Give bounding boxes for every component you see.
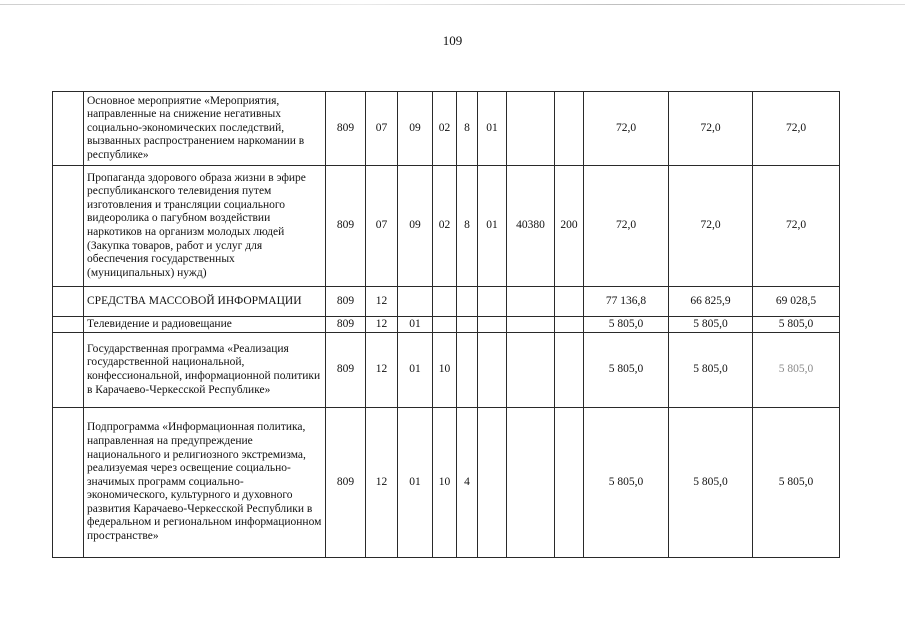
section-code: 12 xyxy=(366,333,398,408)
subsection-code: 01 xyxy=(398,317,433,333)
row-name: Телевидение и радиовещание xyxy=(84,317,326,333)
amount-year-2: 5 805,0 xyxy=(669,408,753,558)
table-row xyxy=(53,333,840,408)
blank-cell xyxy=(53,287,84,317)
subprogram-code: 4 xyxy=(457,408,478,558)
expense-type-code: 200 xyxy=(555,166,584,287)
section-code: 12 xyxy=(366,287,398,317)
amount-year-1: 5 805,0 xyxy=(584,333,669,408)
subprogram-code: 8 xyxy=(457,92,478,166)
budget-table xyxy=(52,91,840,558)
amount-year-3: 5 805,0 xyxy=(753,317,840,333)
section-code: 12 xyxy=(366,408,398,558)
direction-code xyxy=(507,317,555,333)
table-row xyxy=(53,166,840,287)
activity-code: 01 xyxy=(478,92,507,166)
expense-type-code xyxy=(555,333,584,408)
amount-year-2: 5 805,0 xyxy=(669,333,753,408)
ved-code: 809 xyxy=(326,166,366,287)
amount-year-2: 72,0 xyxy=(669,92,753,166)
activity-code xyxy=(478,317,507,333)
row-name: СРЕДСТВА МАССОВОЙ ИНФОРМАЦИИ xyxy=(84,287,326,317)
subsection-code: 01 xyxy=(398,333,433,408)
subprogram-code: 8 xyxy=(457,166,478,287)
subprogram-code xyxy=(457,333,478,408)
subsection-code: 01 xyxy=(398,408,433,558)
amount-year-1: 72,0 xyxy=(584,92,669,166)
section-code: 12 xyxy=(366,317,398,333)
program-code: 02 xyxy=(433,166,457,287)
direction-code xyxy=(507,333,555,408)
amount-year-2: 72,0 xyxy=(669,166,753,287)
table-row xyxy=(53,287,840,317)
blank-cell xyxy=(53,333,84,408)
direction-code: 40380 xyxy=(507,166,555,287)
amount-year-2: 5 805,0 xyxy=(669,317,753,333)
subprogram-code xyxy=(457,317,478,333)
row-name: Подпрограмма «Информационная политика, направленная на предупреждение национального и религиозного экстремизма, реализуемая через освещение социально-значимых программ социально-экономического, культурного и духовного развития Карачаево-Черкесской Республики в федеральном и региональном информационном пространстве» xyxy=(84,408,326,558)
blank-cell xyxy=(53,317,84,333)
amount-year-2: 66 825,9 xyxy=(669,287,753,317)
ved-code: 809 xyxy=(326,287,366,317)
program-code: 10 xyxy=(433,333,457,408)
ved-code: 809 xyxy=(326,92,366,166)
activity-code: 01 xyxy=(478,166,507,287)
section-code: 07 xyxy=(366,166,398,287)
direction-code xyxy=(507,408,555,558)
direction-code xyxy=(507,287,555,317)
expense-type-code xyxy=(555,317,584,333)
program-code xyxy=(433,287,457,317)
ved-code: 809 xyxy=(326,317,366,333)
subsection-code: 09 xyxy=(398,92,433,166)
row-name: Пропаганда здорового образа жизни в эфире республиканского телевидения путем изготовления и трансляции социального видеоролика о пагубном воздействии наркотиков на организм молодых людей (Закупка товаров, работ и услуг для обеспечения государственных (муниципальных) нужд) xyxy=(84,166,326,287)
amount-year-3: 5 805,0 xyxy=(753,408,840,558)
amount-year-3: 72,0 xyxy=(753,166,840,287)
program-code xyxy=(433,317,457,333)
page-number: 109 xyxy=(442,33,463,48)
subprogram-code xyxy=(457,287,478,317)
expense-type-code xyxy=(555,287,584,317)
activity-code xyxy=(478,408,507,558)
expense-type-code xyxy=(555,92,584,166)
table-row xyxy=(53,92,840,166)
activity-code xyxy=(478,333,507,408)
row-name: Основное мероприятие «Мероприятия, направленные на снижение негативных социально-экономических последствий, вызванных распространением наркомании в республике» xyxy=(84,92,326,166)
amount-year-1: 5 805,0 xyxy=(584,317,669,333)
amount-year-3: 72,0 xyxy=(753,92,840,166)
program-code: 10 xyxy=(433,408,457,558)
table-row xyxy=(53,317,840,333)
direction-code xyxy=(507,92,555,166)
section-code: 07 xyxy=(366,92,398,166)
expense-type-code xyxy=(555,408,584,558)
amount-year-1: 77 136,8 xyxy=(584,287,669,317)
table-row xyxy=(53,408,840,558)
subsection-code: 09 xyxy=(398,166,433,287)
amount-year-3: 5 805,0 xyxy=(753,333,840,408)
activity-code xyxy=(478,287,507,317)
blank-cell xyxy=(53,166,84,287)
ved-code: 809 xyxy=(326,333,366,408)
blank-cell xyxy=(53,408,84,558)
amount-year-1: 5 805,0 xyxy=(584,408,669,558)
amount-year-3: 69 028,5 xyxy=(753,287,840,317)
subsection-code xyxy=(398,287,433,317)
program-code: 02 xyxy=(433,92,457,166)
ved-code: 809 xyxy=(326,408,366,558)
blank-cell xyxy=(53,92,84,166)
row-name: Государственная программа «Реализация государственной национальной, конфессиональной, информационной политики в Карачаево-Черкесской Республике» xyxy=(84,333,326,408)
amount-year-1: 72,0 xyxy=(584,166,669,287)
scan-top-edge xyxy=(0,4,905,5)
